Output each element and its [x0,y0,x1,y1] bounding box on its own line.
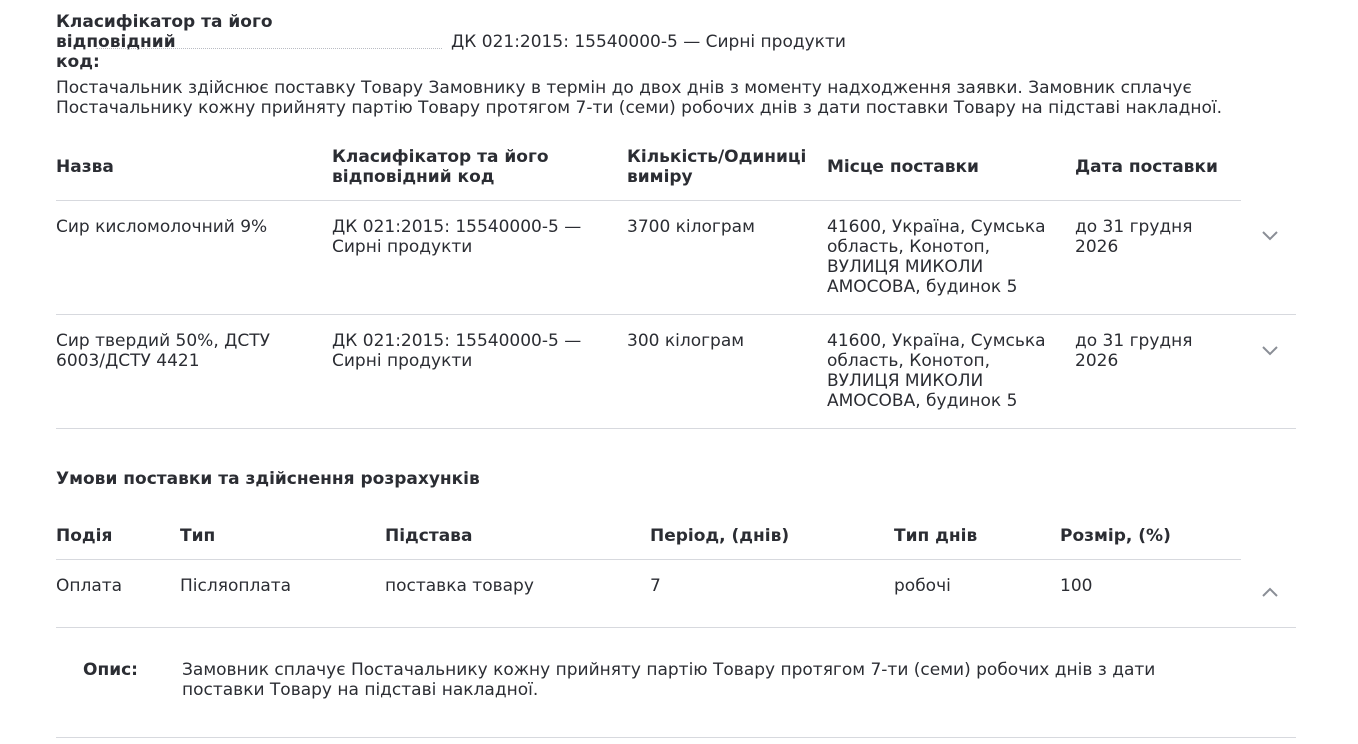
table-row-2-name: Сир твердий 50%, ДСТУ 6003/ДСТУ 4421 [56,331,271,371]
table-row-2-place: 41600, Україна, Сумська область, Конотоп, ВУЛИЦЯ МИКОЛИ АМОСОВА, будинок 5 [827,331,1046,411]
payment-row-divider [56,627,1296,628]
items-header-place: Місце поставки [827,157,979,177]
table-row-1-classifier: ДК 021:2015: 15540000-5 — Сирні продукти [332,217,582,257]
table-row-2-divider [56,428,1296,429]
items-header-date: Дата поставки [1075,157,1218,177]
items-header-quantity: Кількість/Одиниці виміру [627,147,807,187]
chevron-down-icon[interactable] [1259,224,1281,246]
payment-row-day-type: робочі [894,576,951,596]
table-row-1-place: 41600, Україна, Сумська область, Конотоп, ВУЛИЦЯ МИКОЛИ АМОСОВА, будинок 5 [827,217,1046,297]
classifier-label [56,12,386,72]
table-row-1-quantity: 3700 кілограм [627,217,755,237]
payment-header-event: Подія [56,526,113,546]
classifier-value: ДК 021:2015: 15540000-5 — Сирні продукти [451,32,846,52]
payment-row-basis: поставка товару [385,576,534,596]
chevron-down-icon[interactable] [1259,339,1281,361]
items-header-name: Назва [56,157,114,177]
table-row-2-date: до 31 грудня 2026 [1075,331,1193,371]
payment-row-event: Оплата [56,576,123,596]
payment-header-type: Тип [180,526,216,546]
table-row-1-divider [56,314,1296,315]
table-row-2-classifier: ДК 021:2015: 15540000-5 — Сирні продукти [332,331,582,371]
payment-row-period: 7 [650,576,661,596]
payment-description: Замовник сплачує Постачальнику кожну прийняту партію Товару протягом 7-ти (семи) робочих днів з дати поставки Товару на підставі накладної. [182,660,1156,700]
payment-header-day-type: Тип днів [894,526,978,546]
payment-row-size: 100 [1060,576,1093,596]
payment-section-title: Умови поставки та здійснення розрахунків [56,469,480,489]
payment-header-basis: Підстава [385,526,473,546]
table-row-1-date: до 31 грудня 2026 [1075,217,1193,257]
payment-description-divider [56,737,1296,738]
payment-description-label: Опис: [83,660,138,680]
payment-header-size: Розмір, (%) [1060,526,1171,546]
payment-row-type: Післяоплата [180,576,292,596]
classifier-label-line2: код: [56,52,100,72]
classifier-dotted-leader [96,48,442,49]
payment-header-period: Період, (днів) [650,526,790,546]
items-header-divider [56,200,1241,201]
chevron-up-icon[interactable] [1259,581,1281,603]
table-row-2-quantity: 300 кілограм [627,331,745,351]
items-header-classifier: Класифікатор та його відповідний код [332,147,549,187]
delivery-note: Постачальник здійснює поставку Товару Замовнику в термін до двох днів з моменту надходження заявки. Замовник сплачує Постачальнику кожну прийняту партію Товару протягом 7-ти (семи) робочих днів з дати поставки Товару на підставі накладної. [56,78,1222,118]
classifier-label-line1: Класифікатор та його відповідний [56,12,273,52]
table-row-1-name: Сир кисломолочний 9% [56,217,268,237]
payment-header-divider [56,559,1241,560]
